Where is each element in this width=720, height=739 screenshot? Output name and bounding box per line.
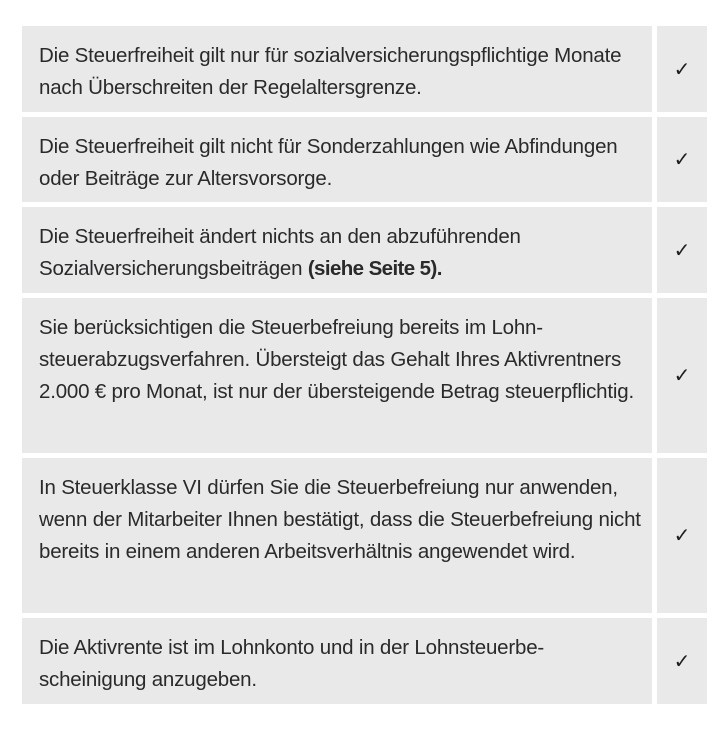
checklist-item-text bbox=[22, 458, 652, 613]
checklist-table bbox=[22, 26, 707, 704]
checkmark-icon: ✓ bbox=[673, 650, 691, 673]
checklist-item-text bbox=[22, 618, 652, 704]
checkmark-icon: ✓ bbox=[673, 239, 691, 262]
checkmark-icon: ✓ bbox=[673, 525, 691, 547]
checklist-row bbox=[22, 298, 707, 453]
checklist-item-text bbox=[22, 298, 652, 453]
checkmark-icon: ✓ bbox=[673, 58, 691, 81]
check-cell bbox=[657, 207, 707, 293]
page-reference-link[interactable]: (siehe Seite 5). bbox=[307, 257, 442, 280]
check-cell bbox=[657, 26, 707, 112]
check-cell bbox=[657, 117, 707, 202]
checklist-row bbox=[22, 26, 707, 112]
checklist-item-text bbox=[22, 26, 652, 112]
check-cell bbox=[657, 298, 707, 453]
item-text: Die Steuerfreiheit gilt nicht für Sonderzahlungen wie Abfindungen oder Beiträge zur Altersvorsorge. bbox=[39, 135, 618, 190]
checklist-item-text bbox=[22, 117, 652, 202]
checklist-row bbox=[22, 207, 707, 293]
checkmark-icon: ✓ bbox=[673, 149, 691, 171]
item-text: Sie berücksichtigen die Steuerbefreiung bereits im Lohnsteuerabzugsverfahren. Übersteigt das Gehalt Ihres Aktivrentners 2.000 € pro Monat, ist nur der übersteigende Betrag steuerpflichtig. bbox=[39, 316, 634, 403]
checkmark-icon: ✓ bbox=[673, 365, 691, 387]
check-cell bbox=[657, 618, 707, 704]
item-text: In Steuerklasse VI dürfen Sie die Steuerbefreiung nur anwenden, wenn der Mitarbeiter Ihnen bestätigt, dass die Steuerbefreiung nicht bereits in einem anderen Arbeitsverhältnis angewendet wird. bbox=[39, 476, 641, 563]
check-cell bbox=[657, 458, 707, 613]
item-text: Die Steuerfreiheit gilt nur für sozialversicherungspflichtige Monate nach Überschreiten der Regelaltersgrenze. bbox=[39, 44, 622, 99]
item-text: Die Steuerfreiheit ändert nichts an den abzuführenden Sozialversicherungsbeiträgen bbox=[39, 225, 521, 280]
checklist-row bbox=[22, 618, 707, 704]
checklist-row bbox=[22, 458, 707, 613]
checklist-item-text bbox=[22, 207, 652, 293]
item-text: Die Aktivrente ist im Lohnkonto und in der Lohnsteuerbescheinigung anzugeben. bbox=[39, 636, 545, 691]
checklist-row bbox=[22, 117, 707, 202]
